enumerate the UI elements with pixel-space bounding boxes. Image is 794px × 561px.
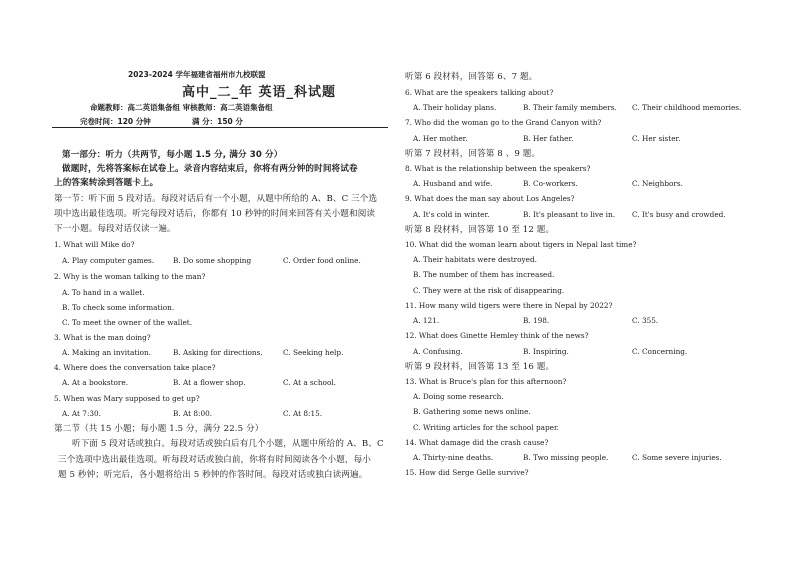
dialogue-6-heading: 听第 6 段材料，回答第 6、7 题。 [405, 72, 538, 82]
q9-option-a: A. It's cold in winter. [413, 210, 490, 219]
q1-option-c: C. Order food online. [283, 256, 361, 265]
sec2-line-3: 题 5 秒钟；听完后，各小题将给出 5 秒钟的作答时间。每段对话或独白读两遍。 [58, 470, 368, 480]
question-1: 1. What will Mike do? [54, 240, 135, 249]
q13-option-a: A. Doing some research. [413, 392, 504, 401]
dialogue-9-heading: 听第 9 段材料，回答第 13 至 16 题。 [405, 362, 555, 372]
question-4: 4. Where does the conversation take place? [54, 363, 216, 372]
q7-option-a: A. Her mother. [413, 134, 468, 143]
full-score: 满 分：150 分 [192, 117, 243, 126]
q4-option-c: C. At a school. [283, 378, 336, 387]
sec2-line-1: 听下面 5 段对话或独白。每段对话或独白后有几个小题，从题中所给的 A、B、C [72, 439, 384, 449]
q3-option-b: B. Asking for directions. [173, 348, 263, 357]
question-2: 2. Why is the woman talking to the man? [54, 272, 206, 281]
sec2-line-2: 三个选项中选出最佳选项。听每段对话或独白前，你将有时间阅读各个小题，每小 [58, 455, 371, 465]
header-rule [52, 127, 388, 128]
q5-option-b: B. At 8:00. [173, 409, 213, 418]
q3-option-c: C. Seeking help. [283, 348, 344, 357]
q3-option-a: A. Making an invitation. [62, 348, 151, 357]
q10-option-b: B. The number of them has increased. [413, 270, 555, 279]
q10-option-c: C. They were at the risk of disappearing. [413, 286, 565, 295]
exam-time: 完卷时间：120 分钟 [80, 117, 151, 126]
question-7: 7. Who did the woman go to the Grand Canyon with? [405, 118, 602, 127]
sec1-line-2: 项中选出最佳选项。听完每段对话后，你都有 10 秒钟的时间来回答有关小题和阅读 [54, 209, 376, 219]
question-15: 15. How did Serge Gelle survive? [405, 468, 529, 477]
q12-option-b: B. Inspiring. [523, 347, 569, 356]
q2-option-b: B. To check some information. [62, 303, 175, 312]
question-11: 11. How many wild tigers were there in Nepal by 2022? [405, 301, 613, 310]
q5-option-c: C. At 8:15. [283, 409, 323, 418]
setter-line: 命题教师：高二英语集备组 审核教师：高二英语集备组 [90, 103, 273, 112]
q1-option-a: A. Play computer games. [62, 256, 155, 265]
q4-option-b: B. At a flower shop. [173, 378, 246, 387]
question-13: 13. What is Bruce's plan for this afternoon? [405, 377, 567, 386]
question-14: 14. What damage did the crash cause? [405, 438, 549, 447]
question-9: 9. What does the man say about Los Angeles? [405, 194, 575, 203]
question-12: 12. What does Ginette Hemley think of the news? [405, 331, 589, 340]
q11-option-b: B. 198. [523, 316, 550, 325]
sec1-line-1: 第一节：听下面 5 段对话。每段对话后有一个小题，从题中所给的 A、B、C 三个选 [54, 194, 378, 204]
q6-option-c: C. Their childhood memories. [632, 103, 742, 112]
q1-option-b: B. Do some shopping [173, 256, 252, 265]
sec1-line-3: 下一小题。每段对话仅读一遍。 [54, 224, 176, 234]
q2-option-a: A. To hand in a wallet. [62, 288, 145, 297]
q14-option-c: C. Some severe injuries. [632, 453, 722, 462]
question-10: 10. What did the woman learn about tigers in Nepal last time? [405, 240, 637, 249]
q7-option-b: B. Her father. [523, 134, 574, 143]
q8-option-c: C. Neighbors. [632, 179, 683, 188]
q6-option-a: A. Their holiday plans. [413, 103, 497, 112]
q8-option-b: B. Co-workers. [523, 179, 578, 188]
dialogue-7-heading: 听第 7 段材料，回答第 8 、9 题。 [405, 149, 541, 159]
question-8: 8. What is the relationship between the speakers? [405, 164, 591, 173]
q8-option-a: A. Husband and wife. [413, 179, 493, 188]
q14-option-a: A. Thirty-nine deaths. [413, 453, 494, 462]
q4-option-a: A. At a bookstore. [62, 378, 129, 387]
q12-option-c: C. Concerning. [632, 347, 688, 356]
q10-option-a: A. Their habitats were destroyed. [413, 255, 537, 264]
q13-option-b: B. Gathering some news online. [413, 407, 531, 416]
q12-option-a: A. Confusing. [413, 347, 463, 356]
part1-intro-2: 上的答案转涂到答题卡上。 [54, 178, 159, 188]
school-name: 2023-2024 学年福建省福州市九校联盟 [128, 70, 266, 79]
q6-option-b: B. Their family members. [523, 103, 617, 112]
question-6: 6. What are the speakers talking about? [405, 88, 554, 97]
q11-option-a: A. 121. [413, 316, 440, 325]
q9-option-b: B. It's pleasant to live in. [523, 210, 616, 219]
q9-option-c: C. It's busy and crowded. [632, 210, 726, 219]
part1-title: 第一部分：听力（共两节，每小题 1.5 分, 满分 30 分） [62, 150, 283, 160]
q14-option-b: B. Two missing people. [523, 453, 609, 462]
question-5: 5. When was Mary supposed to get up? [54, 394, 200, 403]
q5-option-a: A. At 7:30. [62, 409, 102, 418]
q13-option-c: C. Writing articles for the school paper. [413, 423, 559, 432]
q7-option-c: C. Her sister. [632, 134, 681, 143]
part1-intro-1: 做题时，先将答案标在试卷上。录音内容结束后，你将有两分钟的时间将试卷 [62, 164, 358, 174]
question-3: 3. What is the man doing? [54, 333, 151, 342]
q11-option-c: C. 355. [632, 316, 659, 325]
exam-title: 高中_二_年 英语_科试题 [182, 85, 337, 100]
sec2-title: 第二节（共 15 小题；每小题 1.5 分，满分 22.5 分） [54, 424, 264, 434]
dialogue-8-heading: 听第 8 段材料，回答第 10 至 12 题。 [405, 225, 555, 235]
q2-option-c: C. To meet the owner of the wallet. [62, 318, 193, 327]
